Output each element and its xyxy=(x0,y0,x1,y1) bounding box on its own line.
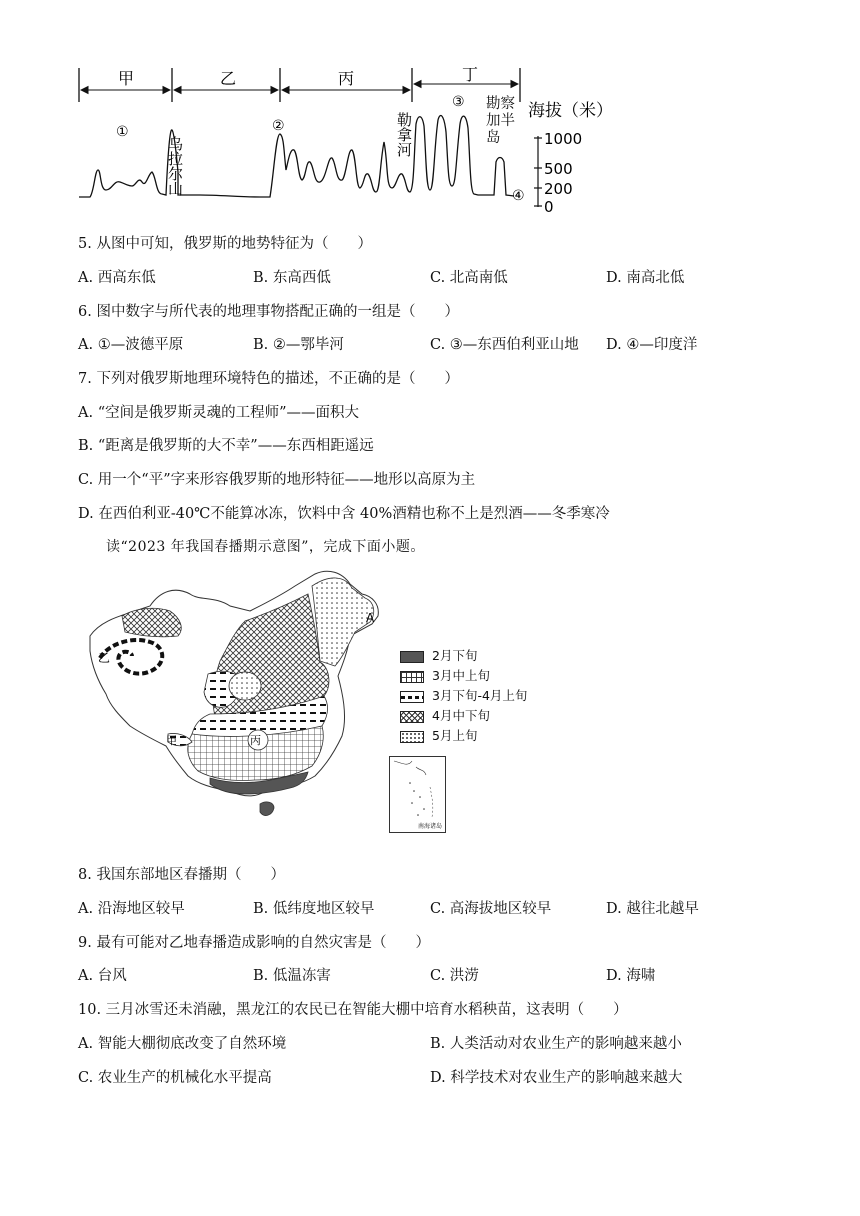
q7-option-b[interactable]: B. “距离是俄罗斯的大不幸”——东西相距遥远 xyxy=(78,438,374,454)
q6-option-c[interactable]: C. ③—东西伯利亚山地 xyxy=(430,337,579,353)
legend-feb-late: 2月下旬 xyxy=(400,646,477,664)
label-4: ④ xyxy=(512,188,525,204)
q10-option-a[interactable]: A. 智能大棚彻底改变了自然环境 xyxy=(78,1036,287,1052)
q6-option-a[interactable]: A. ①—波德平原 xyxy=(78,337,184,353)
altitude-tick-0: 0 xyxy=(544,198,554,212)
china-sowing-map xyxy=(80,566,400,836)
q10-option-b[interactable]: B. 人类活动对农业生产的影响越来越小 xyxy=(430,1036,682,1052)
map-label-bing: 丙 xyxy=(250,734,261,747)
question-5-stem: 5. 从图中可知，俄罗斯的地势特征为（ ） xyxy=(78,236,372,252)
question-9-stem: 9. 最有可能对乙地春播造成影响的自然灾害是（ ） xyxy=(78,935,430,951)
label-kamchatka: 勘察加半岛 xyxy=(486,96,515,146)
q9-option-a[interactable]: A. 台风 xyxy=(78,968,127,984)
altitude-tick-500: 500 xyxy=(544,160,573,178)
q7-option-c[interactable]: C. 用一个“平”字来形容俄罗斯的地形特征——地形以高原为主 xyxy=(78,472,476,488)
question-8-stem: 8. 我国东部地区春播期（ ） xyxy=(78,867,285,883)
label-lena: 勒拿河 xyxy=(395,112,413,157)
south-china-sea-inset xyxy=(389,756,446,833)
q8-option-d[interactable]: D. 越往北越早 xyxy=(606,901,699,917)
altitude-tick-1000: 1000 xyxy=(544,130,583,148)
q8-option-b[interactable]: B. 低纬度地区较早 xyxy=(253,901,375,917)
q9-option-b[interactable]: B. 低温冻害 xyxy=(253,968,331,984)
label-3: ③ xyxy=(452,94,465,110)
q9-option-d[interactable]: D. 海啸 xyxy=(606,968,656,984)
map-label-jia: 甲 xyxy=(166,734,177,747)
segment-yi: 乙 xyxy=(220,69,237,88)
russia-terrain-profile xyxy=(70,62,630,212)
legend-may-early: 5月上旬 xyxy=(400,726,477,744)
q7-option-a[interactable]: A. “空间是俄罗斯灵魂的工程师”——面积大 xyxy=(78,405,360,421)
q5-option-d[interactable]: D. 南高北低 xyxy=(606,270,685,286)
legend-mar-late-apr-early: 3月下旬-4月上旬 xyxy=(400,686,527,704)
segment-jia: 甲 xyxy=(118,69,135,88)
legend-apr-mid-late: 4月中下旬 xyxy=(400,706,490,724)
legend-mar-early-mid: 3月中上旬 xyxy=(400,666,490,684)
map-label-a: A xyxy=(366,611,375,625)
label-2: ② xyxy=(272,118,285,134)
q10-option-c[interactable]: C. 农业生产的机械化水平提高 xyxy=(78,1070,272,1086)
q5-option-c[interactable]: C. 北高南低 xyxy=(430,270,508,286)
q8-option-a[interactable]: A. 沿海地区较早 xyxy=(78,901,185,917)
q6-option-b[interactable]: B. ②—鄂毕河 xyxy=(253,337,344,353)
label-1: ① xyxy=(116,124,129,140)
question-7-stem: 7. 下列对俄罗斯地理环境特色的描述，不正确的是（ ） xyxy=(78,371,459,387)
question-10-stem: 10. 三月冰雪还未消融，黑龙江的农民已在智能大棚中培育水稻秧苗，这表明（ ） xyxy=(78,1002,628,1018)
q5-option-b[interactable]: B. 东高西低 xyxy=(253,270,331,286)
q7-option-d[interactable]: D. 在西伯利亚-40℃不能算冰冻，饮料中含 40%酒精也称不上是烈酒——冬季寒冷 xyxy=(78,506,610,522)
map-label-yi: 乙 xyxy=(98,651,111,665)
segment-bing: 丙 xyxy=(338,69,355,88)
label-ural: 乌拉尔山 xyxy=(166,136,184,196)
q10-option-d[interactable]: D. 科学技术对农业生产的影响越来越大 xyxy=(430,1070,683,1086)
altitude-tick-200: 200 xyxy=(544,180,573,198)
altitude-title: 海拔（米） xyxy=(528,101,613,121)
question-6-stem: 6. 图中数字与所代表的地理事物搭配正确的一组是（ ） xyxy=(78,304,459,320)
q5-option-a[interactable]: A. 西高东低 xyxy=(78,270,156,286)
q6-option-d[interactable]: D. ④—印度洋 xyxy=(606,337,698,353)
map-intro-text: 读“2023 年我国春播期示意图”，完成下面小题。 xyxy=(106,539,425,555)
q8-option-c[interactable]: C. 高海拔地区较早 xyxy=(430,901,552,917)
q9-option-c[interactable]: C. 洪涝 xyxy=(430,968,479,984)
inset-label: 南海诸岛 xyxy=(417,823,442,830)
segment-ding: 丁 xyxy=(462,65,479,84)
